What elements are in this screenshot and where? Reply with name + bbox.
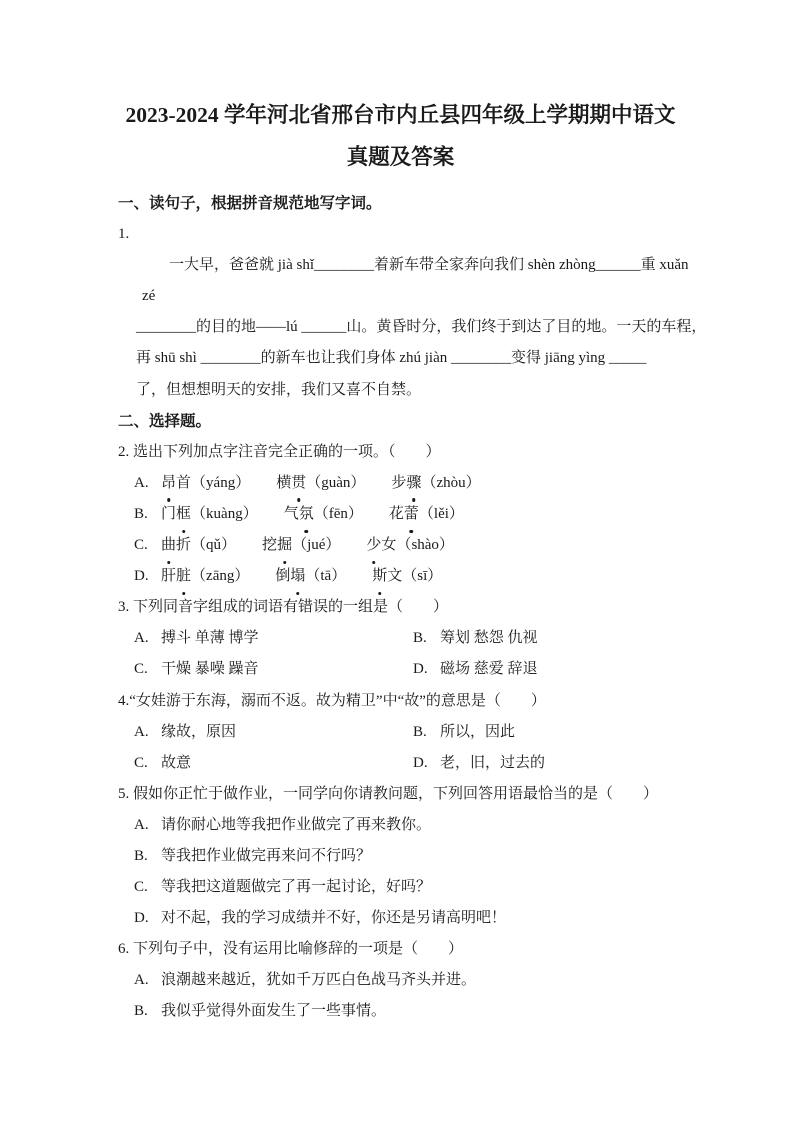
option-label: B. xyxy=(413,630,427,647)
option-text: 浪潮越来越近，犹如千万匹白色战马齐头并进。 xyxy=(161,972,477,989)
q5-option-d xyxy=(134,903,683,934)
document-title xyxy=(118,94,683,178)
dotted-character: 骤 xyxy=(406,468,421,499)
dotted-character: 脏 xyxy=(176,561,191,592)
q3-options-row-1 xyxy=(134,623,683,654)
option-text: 筹划 愁怨 仇视 xyxy=(440,630,538,647)
q3-option-a xyxy=(134,623,413,654)
option-label: B. xyxy=(413,723,427,740)
word-post: 女 xyxy=(381,537,397,554)
option-label: B. xyxy=(134,505,148,522)
dotted-character: 塌 xyxy=(290,561,305,592)
option-label: D. xyxy=(134,568,149,585)
word-pre: 花 xyxy=(388,505,404,522)
q3-option-d xyxy=(413,654,538,685)
title-line-1: 2023-2024 学年河北省邢台市内丘县四年级上学期期中语文 xyxy=(125,103,676,127)
option-label: A. xyxy=(134,474,149,491)
q2-word-group xyxy=(366,537,454,553)
q1-line-4: 再 shū shì ________的新车也让我们身体 zhú jiàn ________变得 jiāng yìng _____ xyxy=(136,350,647,367)
q3-option-b xyxy=(413,623,538,654)
option-text: 对不起，我的学习成绩并不好，你还是另请高明吧！ xyxy=(161,910,507,927)
q4-option-c xyxy=(134,748,413,779)
option-label: A. xyxy=(134,972,149,989)
pinyin: （fēn） xyxy=(313,505,363,522)
q6-option-a xyxy=(134,965,683,996)
question3-stem: 3. 下列同音字组成的词语有错误的一组是（ ） xyxy=(118,599,449,616)
option-text: 所以，因此 xyxy=(440,723,516,740)
q2-word-group xyxy=(161,568,249,584)
option-label: C. xyxy=(134,879,148,896)
title-line-2: 真题及答案 xyxy=(346,145,455,169)
dotted-character: 氛 xyxy=(299,499,314,530)
pinyin: （guàn） xyxy=(306,474,366,491)
word-pre: 肝 xyxy=(161,568,177,585)
q5-option-b xyxy=(134,841,683,872)
word-pre: 倒 xyxy=(275,568,291,585)
dotted-character: 掘 xyxy=(277,530,292,561)
option-label: A. xyxy=(134,723,149,740)
q2-option-b xyxy=(134,499,683,530)
question1-number: 1. xyxy=(118,226,130,243)
option-text: 磁场 慈爱 辞退 xyxy=(440,661,538,678)
q5-option-c xyxy=(134,872,683,903)
pinyin: （kuàng） xyxy=(191,505,258,522)
pinyin: （jué） xyxy=(292,537,341,554)
q4-options-row-1 xyxy=(134,717,683,748)
option-label: A. xyxy=(134,630,149,647)
pinyin: （lěi） xyxy=(418,505,464,522)
q2-word-group xyxy=(389,506,464,522)
option-text: 故意 xyxy=(161,754,192,771)
option-label: B. xyxy=(134,847,148,864)
word-pre: 气 xyxy=(283,505,299,522)
option-label: B. xyxy=(134,1003,148,1020)
dotted-character: 贯 xyxy=(291,468,306,499)
q2-word-group xyxy=(275,568,346,584)
option-text: 请你耐心地等我把作业做完了再来教你。 xyxy=(161,816,432,833)
q2-option-c xyxy=(134,530,683,561)
q1-line-5: 了，但想想明天的安排，我们又喜不自禁。 xyxy=(136,381,422,398)
question4-stem: 4.“女娃游于东海，溺而不返。故为精卫”中“故”的意思是（ ） xyxy=(118,692,546,709)
q2-option-a xyxy=(134,468,683,499)
q3-option-c xyxy=(134,654,413,685)
word-pre: 门 xyxy=(161,505,177,522)
word-post: 折 xyxy=(176,537,192,554)
pinyin: （shào） xyxy=(396,537,454,554)
q2-word-group xyxy=(161,506,258,522)
q2-word-group xyxy=(262,537,340,553)
q5-option-a xyxy=(134,810,683,841)
q4-option-a xyxy=(134,717,413,748)
q2-word-group xyxy=(276,475,365,491)
pinyin: （tā） xyxy=(305,568,347,585)
word-post: 文 xyxy=(387,568,403,585)
q2-word-group xyxy=(161,537,236,553)
option-label: D. xyxy=(134,910,149,927)
option-text: 缘故，原因 xyxy=(161,723,237,740)
q4-options-row-2 xyxy=(134,748,683,779)
pinyin: （zāng） xyxy=(191,568,250,585)
option-label: D. xyxy=(413,661,428,678)
option-label: C. xyxy=(134,754,148,771)
pinyin: （zhòu） xyxy=(421,474,481,491)
q2-option-d xyxy=(134,561,683,592)
dotted-character: 蕾 xyxy=(404,499,419,530)
dotted-character: 曲 xyxy=(161,530,176,561)
q3-options-row-2 xyxy=(134,654,683,685)
option-text: 干燥 暴噪 躁音 xyxy=(161,661,259,678)
word-post: 首 xyxy=(176,474,192,491)
q2-word-group xyxy=(161,475,250,491)
q1-line-1: 一大早，爸爸就 jià shǐ________着新车带全家奔向我们 shèn zhòng______重 xuǎn xyxy=(169,257,689,274)
pinyin: （yáng） xyxy=(191,474,251,491)
document-body xyxy=(118,188,707,1028)
section2-heading: 二、选择题。 xyxy=(118,412,212,430)
option-text: 老，旧，过去的 xyxy=(440,754,546,771)
section1-heading: 一、读句子，根据拼音规范地写字词。 xyxy=(118,195,382,212)
word-pre: 步 xyxy=(391,474,407,491)
pinyin: （qǔ） xyxy=(191,537,237,554)
dotted-character: 斯 xyxy=(372,561,387,592)
q6-option-b xyxy=(134,996,683,1027)
word-pre: 挖 xyxy=(262,537,278,554)
option-label: A. xyxy=(134,816,149,833)
option-text: 我似乎觉得外面发生了一些事情。 xyxy=(161,1003,387,1020)
q1-line-2: zé xyxy=(142,288,156,305)
dotted-character: 框 xyxy=(176,499,191,530)
option-label: C. xyxy=(134,537,148,554)
question1-paragraph xyxy=(118,250,707,405)
question5-stem: 5. 假如你正忙于做作业，一同学向你请教问题，下列回答用语最恰当的是（ ） xyxy=(118,785,659,802)
option-text: 等我把作业做完再来问不行吗？ xyxy=(161,847,372,864)
q2-word-group xyxy=(372,568,442,584)
dotted-character: 少 xyxy=(366,530,381,561)
q2-word-group xyxy=(391,475,480,491)
option-text: 搏斗 单薄 博学 xyxy=(161,630,259,647)
option-label: C. xyxy=(134,661,148,678)
q4-option-b xyxy=(413,717,515,748)
q4-option-d xyxy=(413,748,545,779)
question6-stem: 6. 下列句子中，没有运用比喻修辞的一项是（ ） xyxy=(118,941,464,958)
question2-stem: 2. 选出下列加点字注音完全正确的一项。（ ） xyxy=(118,443,441,460)
option-label: D. xyxy=(413,754,428,771)
q2-word-group xyxy=(284,506,363,522)
dotted-character: 昂 xyxy=(161,468,176,499)
word-pre: 横 xyxy=(276,474,292,491)
pinyin: （sī） xyxy=(402,568,443,585)
q1-line-3: ________的目的地——lú ______山。黄昏时分，我们终于到达了目的地。一天的车程， xyxy=(136,319,707,336)
option-text: 等我把这道题做完了再一起讨论，好吗？ xyxy=(161,879,432,896)
